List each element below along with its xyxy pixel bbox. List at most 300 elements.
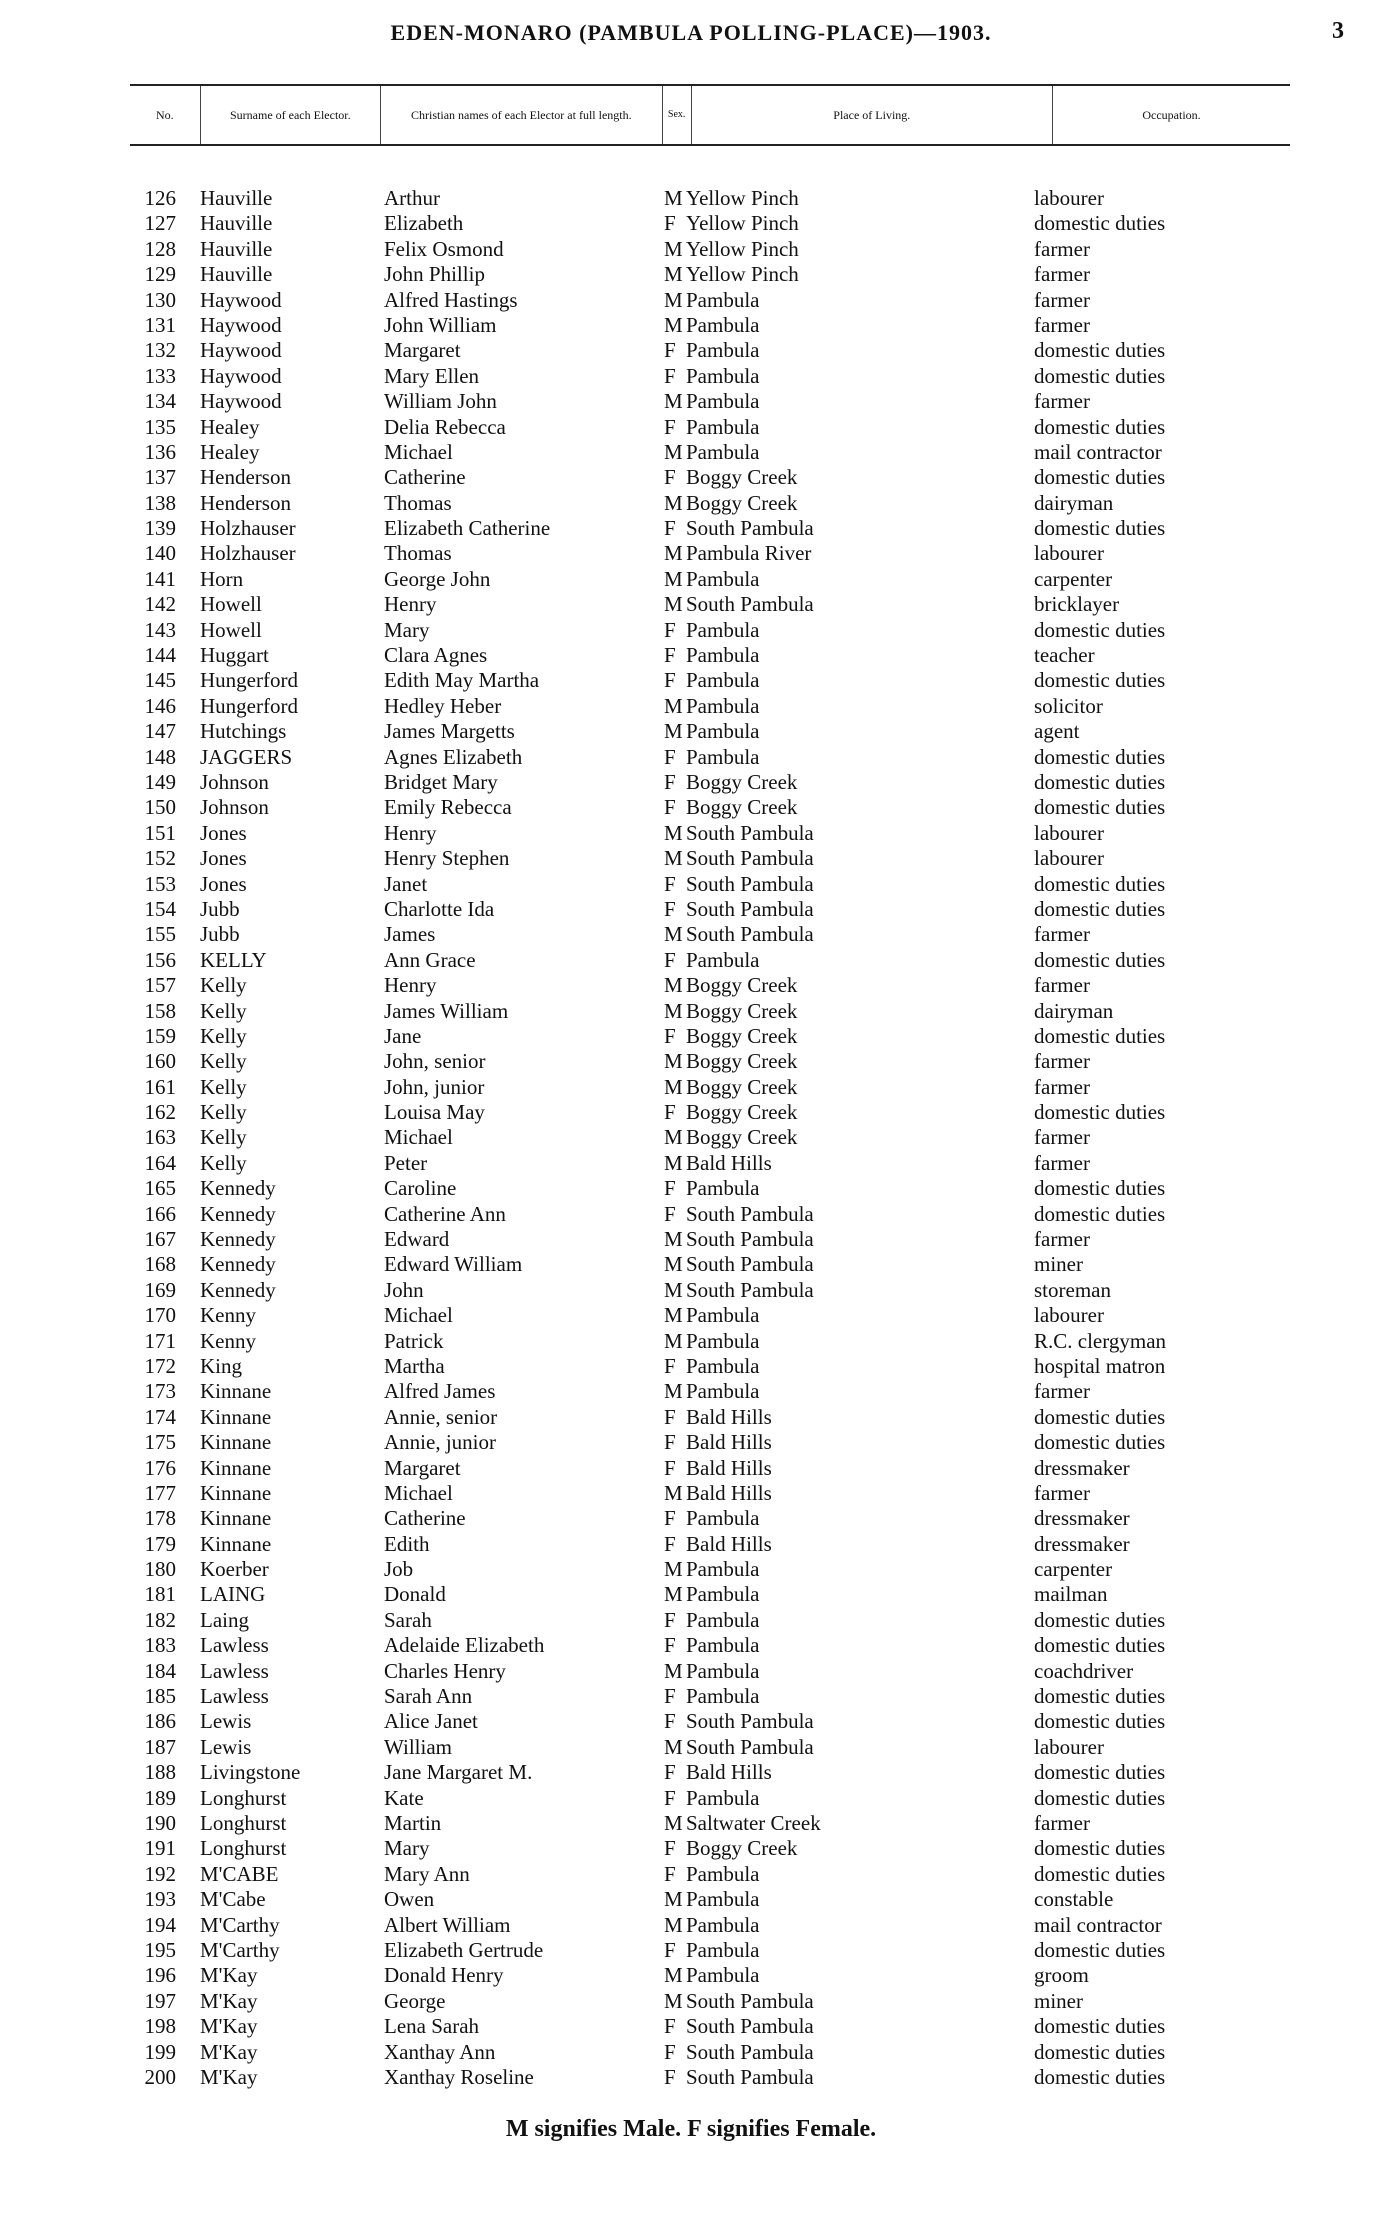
elector-surname: Kinnane xyxy=(200,1480,272,1505)
elector-surname: Huggart xyxy=(200,643,269,668)
table-row xyxy=(130,1532,1290,1557)
elector-number: 148 xyxy=(144,744,176,769)
elector-christian-names: Felix Osmond xyxy=(384,236,504,261)
elector-surname: Hauville xyxy=(200,262,273,287)
elector-christian-names: Thomas xyxy=(384,490,452,515)
elector-occupation: farmer xyxy=(1034,973,1090,998)
elector-surname: Laing xyxy=(200,1607,249,1632)
elector-number: 149 xyxy=(144,769,176,794)
elector-occupation: domestic duties xyxy=(1034,1176,1166,1201)
elector-surname: Kinnane xyxy=(200,1404,272,1429)
page-title: EDEN-MONARO (PAMBULA POLLING-PLACE)—1903. xyxy=(390,20,992,45)
elector-sex: M xyxy=(664,439,683,464)
elector-christian-names: Clara Agnes xyxy=(384,643,488,668)
elector-surname: Kennedy xyxy=(200,1176,276,1201)
elector-sex: M xyxy=(664,998,683,1023)
table-row xyxy=(130,795,1290,820)
elector-occupation: mail contractor xyxy=(1034,439,1162,464)
table-row xyxy=(130,1760,1290,1785)
elector-occupation: labourer xyxy=(1034,846,1104,871)
elector-occupation: farmer xyxy=(1034,1811,1090,1835)
elector-christian-names: Margaret xyxy=(384,1455,461,1480)
table-row xyxy=(130,338,1290,363)
elector-surname: Haywood xyxy=(200,312,282,337)
elector-surname: Holzhauser xyxy=(200,516,296,541)
elector-place: Boggy Creek xyxy=(686,1836,798,1861)
elector-number: 171 xyxy=(144,1328,176,1353)
elector-place: Boggy Creek xyxy=(686,1049,798,1074)
elector-sex: M xyxy=(664,846,683,871)
elector-christian-names: Charles Henry xyxy=(384,1658,506,1683)
table-row xyxy=(130,1151,1290,1176)
elector-christian-names: Henry xyxy=(384,592,437,617)
elector-number: 159 xyxy=(144,1023,176,1048)
elector-place: South Pambula xyxy=(686,820,814,845)
table-row xyxy=(130,1811,1290,1836)
elector-place: South Pambula xyxy=(686,592,814,617)
elector-place: Bald Hills xyxy=(686,1430,772,1455)
elector-number: 135 xyxy=(144,414,176,439)
elector-number: 164 xyxy=(144,1150,176,1175)
elector-place: Pambula xyxy=(686,1684,760,1709)
elector-number: 155 xyxy=(144,922,176,947)
elector-sex: F xyxy=(664,1607,676,1632)
header-occupation: Occupation. xyxy=(1142,108,1201,122)
elector-surname: Longhurst xyxy=(200,1811,287,1835)
elector-occupation: dressmaker xyxy=(1034,1455,1130,1480)
elector-surname: Kelly xyxy=(200,1023,247,1048)
elector-sex: F xyxy=(664,1023,676,1048)
elector-surname: Kennedy xyxy=(200,1201,276,1226)
elector-place: Pambula xyxy=(686,1937,760,1962)
elector-number: 147 xyxy=(144,719,176,744)
elector-occupation: farmer xyxy=(1034,287,1090,312)
elector-occupation: bricklayer xyxy=(1034,592,1120,617)
elector-christian-names: James Margetts xyxy=(384,719,515,744)
table-row xyxy=(130,618,1290,643)
table-row xyxy=(130,1582,1290,1607)
elector-sex: F xyxy=(664,1633,676,1658)
elector-occupation: farmer xyxy=(1034,1074,1090,1099)
elector-sex: F xyxy=(664,668,676,693)
elector-surname: Lawless xyxy=(200,1658,269,1683)
elector-place: Bald Hills xyxy=(686,1404,772,1429)
elector-christian-names: Elizabeth xyxy=(384,211,464,236)
elector-surname: Kenny xyxy=(200,1328,256,1353)
elector-number: 197 xyxy=(144,1988,176,2013)
elector-place: Pambula xyxy=(686,1861,760,1886)
elector-number: 131 xyxy=(144,312,176,337)
table-row xyxy=(130,643,1290,668)
table-row xyxy=(130,541,1290,566)
elector-christian-names: Alice Janet xyxy=(384,1709,478,1734)
elector-christian-names: Sarah Ann xyxy=(384,1684,473,1709)
elector-christian-names: Adelaide Elizabeth xyxy=(384,1633,545,1658)
elector-occupation: domestic duties xyxy=(1034,617,1166,642)
elector-occupation: teacher xyxy=(1034,643,1095,668)
elector-surname: Henderson xyxy=(200,465,291,490)
elector-occupation: mail contractor xyxy=(1034,1912,1162,1937)
table-row xyxy=(130,592,1290,617)
elector-occupation: hospital matron xyxy=(1034,1353,1166,1378)
elector-occupation: labourer xyxy=(1034,1303,1104,1328)
elector-christian-names: Michael xyxy=(384,1125,453,1150)
elector-place: South Pambula xyxy=(686,846,814,871)
elector-place: South Pambula xyxy=(686,1277,814,1302)
elector-place: Pambula xyxy=(686,363,760,388)
table-row xyxy=(130,1405,1290,1430)
elector-number: 179 xyxy=(144,1531,176,1556)
elector-surname: Lawless xyxy=(200,1684,269,1709)
elector-place: Pambula xyxy=(686,1303,760,1328)
elector-surname: Kennedy xyxy=(200,1252,276,1277)
elector-christian-names: Michael xyxy=(384,1480,453,1505)
elector-surname: M'Carthy xyxy=(200,1912,280,1937)
footer-note: M signifies Male. F signifies Female. xyxy=(505,2116,877,2142)
elector-place: South Pambula xyxy=(686,896,814,921)
table-row xyxy=(130,1506,1290,1531)
elector-place: Boggy Creek xyxy=(686,998,798,1023)
elector-surname: Kenny xyxy=(200,1303,256,1328)
elector-place: South Pambula xyxy=(686,2064,814,2089)
table-row xyxy=(130,1481,1290,1506)
elector-sex: M xyxy=(664,1150,683,1175)
table-row xyxy=(130,719,1290,744)
elector-christian-names: Xanthay Ann xyxy=(384,2039,496,2064)
elector-number: 176 xyxy=(144,1455,176,1480)
elector-christian-names: James xyxy=(384,922,436,947)
elector-place: Pambula xyxy=(686,693,760,718)
elector-number: 130 xyxy=(144,287,176,312)
elector-sex: M xyxy=(664,1252,683,1277)
elector-surname: Kelly xyxy=(200,1100,247,1125)
elector-number: 181 xyxy=(144,1582,176,1607)
elector-occupation: farmer xyxy=(1034,1150,1090,1175)
elector-christian-names: Emily Rebecca xyxy=(384,795,512,820)
elector-sex: F xyxy=(664,1506,676,1531)
elector-place: South Pambula xyxy=(686,1988,814,2013)
elector-surname: Kennedy xyxy=(200,1227,276,1252)
elector-place: Boggy Creek xyxy=(686,465,798,490)
elector-number: 128 xyxy=(144,236,176,261)
elector-surname: M'Cabe xyxy=(200,1887,266,1912)
elector-christian-names: Henry Stephen xyxy=(384,846,510,871)
table-row xyxy=(130,1430,1290,1455)
elector-occupation: domestic duties xyxy=(1034,465,1166,490)
elector-sex: M xyxy=(664,541,683,566)
elector-number: 145 xyxy=(144,668,176,693)
table-row xyxy=(130,1354,1290,1379)
elector-christian-names: Elizabeth Catherine xyxy=(384,516,551,541)
table-row xyxy=(130,1735,1290,1760)
elector-surname: Hauville xyxy=(200,211,273,236)
elector-sex: M xyxy=(664,1963,683,1988)
table-row xyxy=(130,313,1290,338)
elector-number: 177 xyxy=(144,1480,176,1505)
elector-occupation: domestic duties xyxy=(1034,1633,1166,1658)
table-row xyxy=(130,1608,1290,1633)
table-row xyxy=(130,1024,1290,1049)
elector-number: 200 xyxy=(144,2064,176,2089)
elector-number: 191 xyxy=(144,1836,176,1861)
elector-occupation: carpenter xyxy=(1034,566,1113,591)
elector-occupation: domestic duties xyxy=(1034,1760,1166,1785)
elector-number: 199 xyxy=(144,2039,176,2064)
elector-christian-names: Donald xyxy=(384,1582,446,1607)
table-row xyxy=(130,922,1290,947)
elector-christian-names: John Phillip xyxy=(384,262,485,287)
page-number: 3 xyxy=(1332,18,1344,44)
table-row xyxy=(130,364,1290,389)
elector-surname: KELLY xyxy=(200,947,267,972)
elector-sex: F xyxy=(664,1100,676,1125)
elector-sex: M xyxy=(664,1887,683,1912)
elector-place: South Pambula xyxy=(686,1252,814,1277)
elector-christian-names: Xanthay Roseline xyxy=(384,2064,534,2089)
elector-christian-names: John, junior xyxy=(384,1074,485,1099)
elector-surname: Haywood xyxy=(200,363,282,388)
elector-surname: Jubb xyxy=(200,922,240,947)
elector-place: Pambula xyxy=(686,338,760,363)
elector-surname: M'CABE xyxy=(200,1861,279,1886)
elector-sex: M xyxy=(664,1049,683,1074)
elector-occupation: domestic duties xyxy=(1034,2064,1166,2089)
elector-surname: M'Kay xyxy=(200,2064,258,2089)
elector-occupation: domestic duties xyxy=(1034,2039,1166,2064)
elector-occupation: domestic duties xyxy=(1034,2014,1166,2039)
elector-christian-names: Janet xyxy=(384,871,428,896)
elector-surname: Kinnane xyxy=(200,1455,272,1480)
table-row xyxy=(130,1836,1290,1861)
header-christian-names: Christian names of each Elector at full length. xyxy=(381,86,663,144)
elector-place: Pambula xyxy=(686,744,760,769)
elector-occupation: domestic duties xyxy=(1034,1430,1166,1455)
elector-place: Yellow Pinch xyxy=(686,211,799,236)
elector-christian-names: Patrick xyxy=(384,1328,444,1353)
elector-number: 184 xyxy=(144,1658,176,1683)
elector-christian-names: Alfred James xyxy=(384,1379,496,1404)
elector-number: 141 xyxy=(144,566,176,591)
elector-surname: Kelly xyxy=(200,1049,247,1074)
elector-christian-names: George John xyxy=(384,566,491,591)
elector-place: Pambula xyxy=(686,1658,760,1683)
table-row xyxy=(130,1100,1290,1125)
elector-place: Bald Hills xyxy=(686,1455,772,1480)
table-row xyxy=(130,1963,1290,1988)
elector-christian-names: Edith xyxy=(384,1531,430,1556)
elector-sex: M xyxy=(664,1303,683,1328)
elector-place: Yellow Pinch xyxy=(686,186,799,210)
elector-occupation: farmer xyxy=(1034,262,1090,287)
elector-place: South Pambula xyxy=(686,1227,814,1252)
elector-christian-names: Edward William xyxy=(384,1252,523,1277)
elector-number: 183 xyxy=(144,1633,176,1658)
elector-place: Bald Hills xyxy=(686,1480,772,1505)
table-row xyxy=(130,516,1290,541)
elector-number: 132 xyxy=(144,338,176,363)
elector-surname: Lawless xyxy=(200,1633,269,1658)
elector-sex: F xyxy=(664,896,676,921)
table-row xyxy=(130,1202,1290,1227)
elector-sex: M xyxy=(664,973,683,998)
elector-occupation: domestic duties xyxy=(1034,363,1166,388)
elector-occupation: domestic duties xyxy=(1034,1607,1166,1632)
elector-christian-names: John William xyxy=(384,312,497,337)
elector-occupation: domestic duties xyxy=(1034,414,1166,439)
elector-sex: F xyxy=(664,2014,676,2039)
elector-number: 142 xyxy=(144,592,176,617)
elector-number: 172 xyxy=(144,1353,176,1378)
table-row xyxy=(130,2065,1290,2090)
elector-sex: M xyxy=(664,1557,683,1582)
elector-place: Pambula xyxy=(686,1785,760,1810)
elector-sex: M xyxy=(664,186,683,210)
table-row xyxy=(130,1709,1290,1734)
elector-number: 143 xyxy=(144,617,176,642)
elector-number: 139 xyxy=(144,516,176,541)
elector-number: 190 xyxy=(144,1811,176,1835)
table-row xyxy=(130,1125,1290,1150)
elector-place: Pambula xyxy=(686,947,760,972)
elector-surname: Longhurst xyxy=(200,1785,287,1810)
elector-surname: Jones xyxy=(200,846,247,871)
elector-sex: M xyxy=(664,312,683,337)
elector-number: 162 xyxy=(144,1100,176,1125)
elector-christian-names: James William xyxy=(384,998,509,1023)
elector-sex: F xyxy=(664,1937,676,1962)
table-row xyxy=(130,389,1290,414)
table-row xyxy=(130,694,1290,719)
elector-sex: M xyxy=(664,1734,683,1759)
elector-number: 163 xyxy=(144,1125,176,1150)
elector-christian-names: Elizabeth Gertrude xyxy=(384,1937,544,1962)
table-row xyxy=(130,288,1290,313)
elector-sex: F xyxy=(664,338,676,363)
table-row xyxy=(130,567,1290,592)
elector-surname: Jones xyxy=(200,820,247,845)
elector-number: 166 xyxy=(144,1201,176,1226)
elector-number: 153 xyxy=(144,871,176,896)
elector-place: Pambula xyxy=(686,1887,760,1912)
elector-number: 169 xyxy=(144,1277,176,1302)
elector-sex: M xyxy=(664,1074,683,1099)
table-row xyxy=(130,2040,1290,2065)
elector-number: 158 xyxy=(144,998,176,1023)
elector-christian-names: Lena Sarah xyxy=(384,2014,480,2039)
elector-surname: Jubb xyxy=(200,896,240,921)
elector-number: 146 xyxy=(144,693,176,718)
elector-sex: M xyxy=(664,693,683,718)
elector-sex: F xyxy=(664,769,676,794)
elector-sex: M xyxy=(664,1912,683,1937)
elector-surname: Kinnane xyxy=(200,1379,272,1404)
elector-christian-names: Mary Ellen xyxy=(384,363,480,388)
elector-number: 137 xyxy=(144,465,176,490)
elector-place: Boggy Creek xyxy=(686,1125,798,1150)
elector-number: 127 xyxy=(144,211,176,236)
elector-place: Pambula xyxy=(686,1633,760,1658)
elector-christian-names: William John xyxy=(384,389,497,414)
elector-occupation: R.C. clergyman xyxy=(1034,1328,1167,1353)
elector-number: 152 xyxy=(144,846,176,871)
elector-number: 138 xyxy=(144,490,176,515)
elector-christian-names: Delia Rebecca xyxy=(384,414,506,439)
table-row xyxy=(130,745,1290,770)
elector-christian-names: Margaret xyxy=(384,338,461,363)
elector-christian-names: Martin xyxy=(384,1811,442,1835)
elector-number: 185 xyxy=(144,1684,176,1709)
elector-place: Boggy Creek xyxy=(686,1100,798,1125)
elector-place: Pambula xyxy=(686,617,760,642)
elector-place: Yellow Pinch xyxy=(686,236,799,261)
elector-number: 188 xyxy=(144,1760,176,1785)
elector-list xyxy=(130,186,1290,2090)
elector-number: 192 xyxy=(144,1861,176,1886)
elector-number: 182 xyxy=(144,1607,176,1632)
elector-occupation: domestic duties xyxy=(1034,1861,1166,1886)
elector-number: 154 xyxy=(144,896,176,921)
elector-occupation: miner xyxy=(1034,1988,1083,2013)
elector-christian-names: Agnes Elizabeth xyxy=(384,744,523,769)
table-row xyxy=(130,1862,1290,1887)
elector-occupation: agent xyxy=(1034,719,1080,744)
elector-surname: M'Kay xyxy=(200,2039,258,2064)
elector-place: Pambula xyxy=(686,1582,760,1607)
elector-occupation: domestic duties xyxy=(1034,516,1166,541)
elector-surname: LAING xyxy=(200,1582,266,1607)
table-row xyxy=(130,1176,1290,1201)
elector-place: Boggy Creek xyxy=(686,769,798,794)
elector-place: Yellow Pinch xyxy=(686,262,799,287)
table-row xyxy=(130,440,1290,465)
elector-number: 168 xyxy=(144,1252,176,1277)
elector-place: Pambula xyxy=(686,414,760,439)
table-row xyxy=(130,1557,1290,1582)
elector-christian-names: Louisa May xyxy=(384,1100,485,1125)
table-row xyxy=(130,999,1290,1024)
elector-christian-names: Mary xyxy=(384,617,430,642)
elector-surname: M'Kay xyxy=(200,1963,258,1988)
elector-occupation: domestic duties xyxy=(1034,338,1166,363)
table-row xyxy=(130,1659,1290,1684)
elector-place: Bald Hills xyxy=(686,1760,772,1785)
header-no: No. xyxy=(130,86,201,144)
elector-number: 165 xyxy=(144,1176,176,1201)
elector-occupation: labourer xyxy=(1034,1734,1104,1759)
elector-sex: M xyxy=(664,820,683,845)
elector-place: Boggy Creek xyxy=(686,490,798,515)
elector-number: 173 xyxy=(144,1379,176,1404)
elector-number: 144 xyxy=(144,643,176,668)
elector-christian-names: Michael xyxy=(384,439,453,464)
elector-place: Pambula xyxy=(686,643,760,668)
elector-occupation: constable xyxy=(1034,1887,1114,1912)
table-row xyxy=(130,262,1290,287)
elector-christian-names: Donald Henry xyxy=(384,1963,504,1988)
elector-occupation: farmer xyxy=(1034,1125,1090,1150)
elector-place: Pambula xyxy=(686,1506,760,1531)
elector-occupation: dairyman xyxy=(1034,998,1114,1023)
elector-number: 189 xyxy=(144,1785,176,1810)
table-row xyxy=(130,1252,1290,1277)
header-sex: Sex. xyxy=(663,86,692,144)
elector-number: 157 xyxy=(144,973,176,998)
elector-number: 136 xyxy=(144,439,176,464)
table-row xyxy=(130,415,1290,440)
elector-number: 198 xyxy=(144,2014,176,2039)
elector-place: Pambula xyxy=(686,287,760,312)
elector-place: Pambula xyxy=(686,668,760,693)
